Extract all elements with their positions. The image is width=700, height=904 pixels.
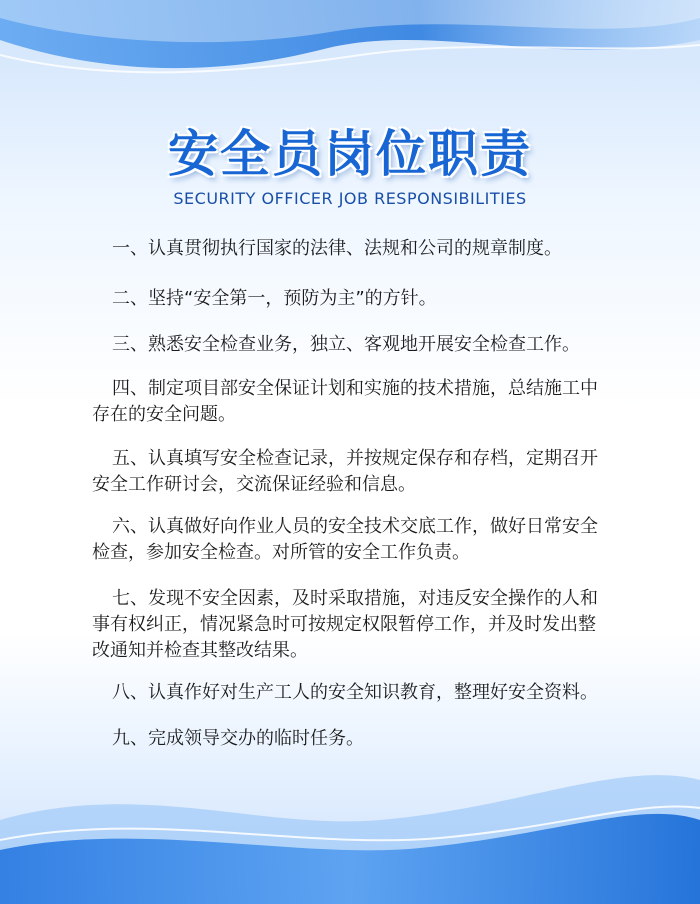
list-item: 九、完成领导交办的临时任务。 <box>112 728 364 749</box>
page-title: 安全员岗位职责 <box>168 125 532 183</box>
list-item: 五、认真填写安全检查记录，并按规定保存和存档，定期召开安全工作研讨会，交流保证经验和信息。 <box>92 448 598 495</box>
list-item: 八、认真作好对生产工人的安全知识教育，整理好安全资料。 <box>112 682 598 703</box>
list-item: 六、认真做好向作业人员的安全技术交底工作，做好日常安全检查，参加安全检查。对所管的安全工作负责。 <box>92 516 598 563</box>
list-item: 三、熟悉安全检查业务，独立、客观地开展安全检查工作。 <box>112 334 580 355</box>
list-item: 一、认真贯彻执行国家的法律、法规和公司的规章制度。 <box>112 238 562 259</box>
list-item: 七、发现不安全因素，及时采取措施，对违反安全操作的人和事有权纠正，情况紧急时可按规定权限暂停工作，并及时发出整改通知并检查其整改结果。 <box>92 588 598 661</box>
page-subtitle: SECURITY OFFICER JOB RESPONSIBILITIES <box>173 189 527 208</box>
list-item: 四、制定项目部安全保证计划和实施的技术措施，总结施工中存在的安全问题。 <box>92 378 598 425</box>
list-item: 二、坚持“安全第一，预防为主”的方针。 <box>112 288 437 309</box>
